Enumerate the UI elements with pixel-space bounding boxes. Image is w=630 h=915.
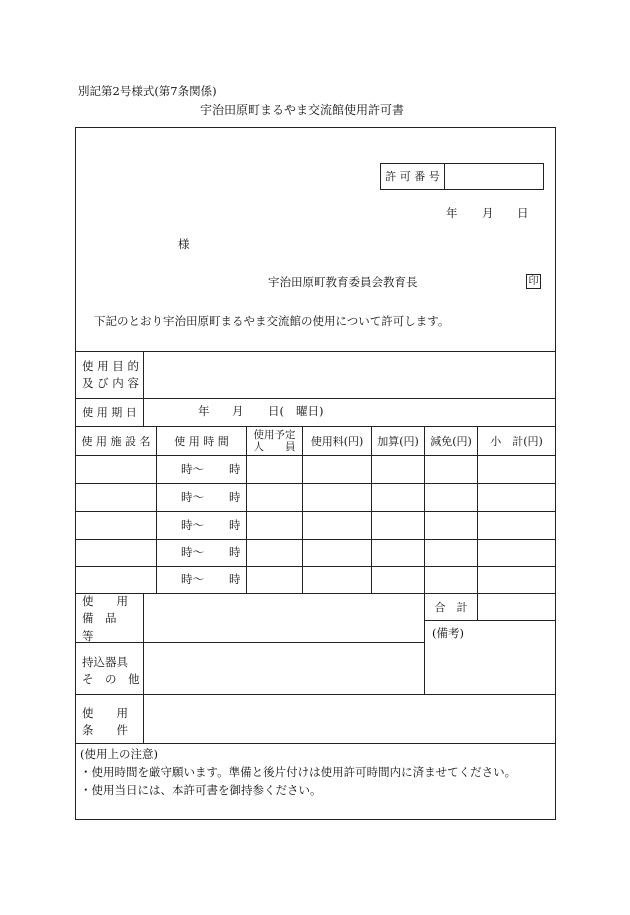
date-year: 年 <box>446 206 458 220</box>
row3-time-to: 時 <box>229 518 241 532</box>
row5-time-from: 時～ <box>181 572 204 586</box>
equipment-label: 使 用 備 品 等 <box>82 594 128 643</box>
note-item: ・使用当日には、本許可書を御持参ください。 <box>80 783 322 797</box>
header-fee: 使用料(円) <box>310 434 364 448</box>
document-title: 宇治田原町まるやま交流館使用許可書 <box>200 103 405 117</box>
header-time: 使 用 時 間 <box>174 434 229 448</box>
date-day: 日 <box>517 206 529 220</box>
period-day: 日( <box>268 404 284 418</box>
header-facility: 使 用 施 設 名 <box>81 434 151 448</box>
notes-title: (使用上の注意) <box>80 747 158 761</box>
brought-items-label: 持込器具 そ の 他 <box>82 654 140 686</box>
purpose-field[interactable] <box>144 352 555 398</box>
row4-time-to: 時 <box>229 545 241 559</box>
header-people: 使用予定 人 員 <box>253 428 296 453</box>
period-year: 年 <box>198 404 210 418</box>
form-reference: 別記第2号様式(第7条関係) <box>78 84 217 98</box>
row1-time-to: 時 <box>229 462 241 476</box>
purpose-label: 使 用 目 的 及 び 内 容 <box>82 358 139 390</box>
row2-time-from: 時～ <box>181 490 204 504</box>
row4-time-from: 時～ <box>181 545 204 559</box>
issuer-name: 宇治田原町教育委員会教育長 <box>268 275 418 289</box>
addressee-suffix: 様 <box>178 237 190 251</box>
total-field[interactable] <box>478 594 555 620</box>
row5-time-to: 時 <box>229 572 241 586</box>
header-subtotal: 小 計(円) <box>490 434 543 448</box>
permit-form-frame <box>75 127 556 820</box>
row3-time-from: 時～ <box>181 518 204 532</box>
row1-time-from: 時～ <box>181 462 204 476</box>
header-surcharge: 加算(円) <box>377 434 419 448</box>
permit-number-field[interactable] <box>445 164 543 189</box>
period-label: 使 用 期 日 <box>82 406 137 419</box>
date-month: 月 <box>482 206 494 220</box>
row2-time-to: 時 <box>229 490 241 504</box>
total-label: 合 計 <box>434 600 468 614</box>
note-item: ・使用時間を厳守願います。準備と後片付けは使用許可時間内に済ませてください。 <box>80 765 517 779</box>
header-discount: 減免(円) <box>430 434 472 448</box>
period-weekday: 曜日) <box>296 404 324 418</box>
permit-number-label: 許 可 番 号 <box>385 170 440 183</box>
permit-statement: 下記のとおり宇治田原町まるやま交流館の使用について許可します。 <box>94 314 450 328</box>
conditions-label: 使 用 条 件 <box>82 705 128 737</box>
seal-mark: 印 <box>526 274 541 289</box>
remarks-label: (備考) <box>432 626 464 640</box>
period-month: 月 <box>232 404 244 418</box>
